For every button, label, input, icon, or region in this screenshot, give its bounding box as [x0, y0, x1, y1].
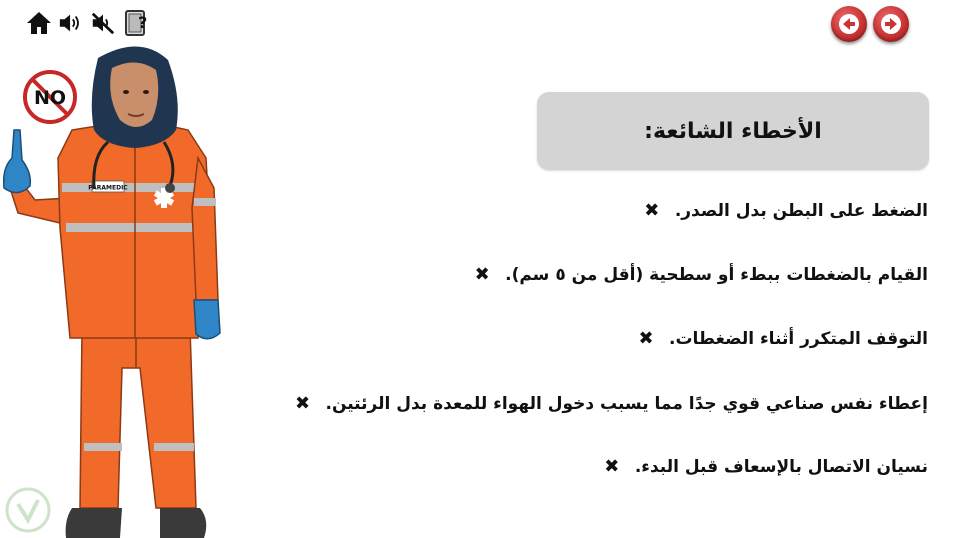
navigation — [831, 6, 909, 42]
next-button[interactable] — [873, 6, 909, 42]
list-item-text: نسيان الاتصال بالإسعاف قبل البدء. — [634, 456, 928, 477]
list-item — [293, 393, 928, 414]
bullet-x-icon: ✖ — [474, 264, 490, 285]
prev-button[interactable] — [831, 6, 867, 42]
no-sign-text: NO — [33, 87, 67, 109]
paramedic-illustration — [0, 38, 230, 538]
watermark-logo — [4, 486, 52, 534]
top-toolbar — [26, 9, 148, 37]
bullet-x-icon: ✖ — [644, 200, 660, 221]
bullet-x-icon: ✖ — [294, 393, 311, 414]
list-item-text: التوقف المتكرر أثناء الضغطات. — [668, 328, 928, 349]
arrow-right-icon — [881, 14, 901, 34]
help-label: ? — [138, 13, 148, 32]
list-item — [603, 456, 928, 477]
title-box — [537, 92, 929, 170]
arrow-left-icon — [839, 14, 859, 34]
list-item-text: إعطاء نفس صناعي قوي جدًا مما يسبب دخول الهواء للمعدة بدل الرئتين. — [325, 393, 928, 414]
list-item — [643, 200, 928, 221]
no-sign-icon — [25, 72, 75, 122]
volume-muted-icon[interactable] — [90, 9, 116, 37]
page-title: الأخطاء الشائعة: — [644, 118, 822, 144]
list-item-text: القيام بالضغطات ببطء أو سطحية (أقل من ٥ سم). — [505, 264, 928, 285]
volume-on-icon[interactable] — [58, 9, 84, 37]
home-icon[interactable] — [26, 9, 52, 37]
bullet-x-icon: ✖ — [638, 328, 654, 349]
list-item-text: الضغط على البطن بدل الصدر. — [674, 200, 928, 221]
paramedic-badge-text: PARAMEDIC — [88, 184, 128, 192]
bullet-x-icon: ✖ — [604, 456, 620, 477]
list-item — [637, 328, 928, 349]
list-item — [473, 264, 928, 285]
